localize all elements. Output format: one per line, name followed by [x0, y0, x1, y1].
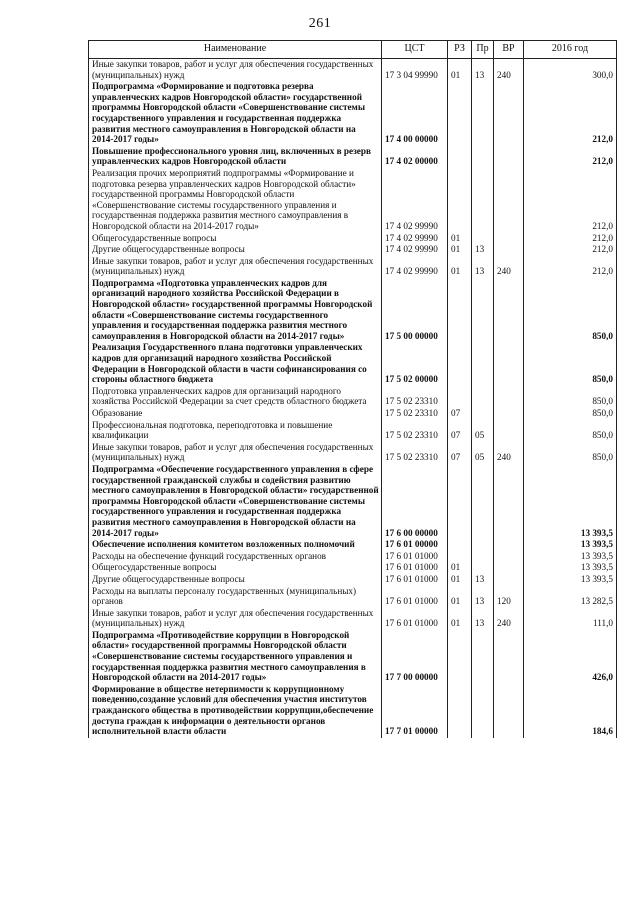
table-row — [89, 81, 617, 146]
row-cst: 17 5 00 00000 — [382, 278, 448, 343]
row-value: 212,0 — [524, 168, 617, 233]
header-rz: РЗ — [448, 41, 472, 59]
table-row — [89, 442, 617, 464]
row-name: Подпрограмма «Подготовка управленческих кадров для организаций народного хозяйства Российской Федерации в Новгородской области» государственной программы Новгородской области «Совершенствование системы государственного управления и государственная поддержка развития местного самоуправления в Новгородской области на 2014-2017 годы» — [89, 278, 382, 343]
row-value: 184,6 — [524, 684, 617, 738]
row-vr — [494, 386, 524, 408]
row-rz — [448, 278, 472, 343]
table-row — [89, 684, 617, 738]
row-cst: 17 5 02 00000 — [382, 342, 448, 385]
row-name: Другие общегосударственные вопросы — [89, 574, 382, 586]
row-cst: 17 5 02 23310 — [382, 386, 448, 408]
row-vr: 240 — [494, 256, 524, 278]
row-name: Общегосударственные вопросы — [89, 233, 382, 245]
row-vr — [494, 233, 524, 245]
row-cst: 17 4 00 00000 — [382, 81, 448, 146]
row-rz: 01 — [448, 608, 472, 630]
row-rz — [448, 168, 472, 233]
row-value: 212,0 — [524, 81, 617, 146]
table-row — [89, 408, 617, 420]
row-cst: 17 6 01 01000 — [382, 586, 448, 608]
row-pr — [472, 168, 494, 233]
row-pr: 13 — [472, 586, 494, 608]
row-cst: 17 6 00 00000 — [382, 464, 448, 539]
row-pr — [472, 233, 494, 245]
row-value: 850,0 — [524, 386, 617, 408]
row-value: 850,0 — [524, 442, 617, 464]
row-vr — [494, 562, 524, 574]
row-cst: 17 6 01 01000 — [382, 551, 448, 563]
table-body — [89, 59, 617, 738]
row-vr — [494, 684, 524, 738]
row-pr: 13 — [472, 574, 494, 586]
row-vr — [494, 81, 524, 146]
row-rz — [448, 630, 472, 684]
table-row — [89, 244, 617, 256]
table-row — [89, 586, 617, 608]
row-pr: 05 — [472, 420, 494, 442]
row-pr — [472, 278, 494, 343]
row-value: 850,0 — [524, 342, 617, 385]
row-value: 13 393,5 — [524, 539, 617, 551]
row-rz: 01 — [448, 562, 472, 574]
row-cst: 17 6 01 01000 — [382, 574, 448, 586]
table-row — [89, 574, 617, 586]
row-name: Другие общегосударственные вопросы — [89, 244, 382, 256]
row-rz: 07 — [448, 408, 472, 420]
row-name: Повышение профессионального уровня лиц, включенных в резерв управленческих кадров Новгородской области — [89, 146, 382, 168]
row-cst: 17 5 02 23310 — [382, 408, 448, 420]
table-row — [89, 630, 617, 684]
row-cst: 17 6 01 01000 — [382, 608, 448, 630]
row-vr — [494, 551, 524, 563]
row-pr: 13 — [472, 59, 494, 82]
row-vr: 120 — [494, 586, 524, 608]
row-rz: 01 — [448, 233, 472, 245]
row-pr — [472, 408, 494, 420]
row-pr — [472, 386, 494, 408]
row-vr: 240 — [494, 59, 524, 82]
row-name: Подпрограмма «Противодействие коррупции в Новгородской области» государственной программы Новгородской области «Совершенствование системы государственного управления и государственная поддержка развития местного самоуправления в Новгородской области на 2014-2017 годы» — [89, 630, 382, 684]
table-row — [89, 551, 617, 563]
row-value: 13 282,5 — [524, 586, 617, 608]
page-number: 261 — [308, 16, 332, 31]
table-row — [89, 146, 617, 168]
row-cst: 17 7 01 00000 — [382, 684, 448, 738]
row-rz — [448, 539, 472, 551]
row-cst: 17 6 01 00000 — [382, 539, 448, 551]
header-vr: ВР — [494, 41, 524, 59]
table-row — [89, 168, 617, 233]
row-rz: 01 — [448, 59, 472, 82]
table-row — [89, 59, 617, 82]
row-rz — [448, 81, 472, 146]
table-row — [89, 539, 617, 551]
row-pr — [472, 342, 494, 385]
row-vr: 240 — [494, 442, 524, 464]
row-pr: 13 — [472, 608, 494, 630]
header-pr: Пр — [472, 41, 494, 59]
row-value: 300,0 — [524, 59, 617, 82]
table-row — [89, 256, 617, 278]
row-name: Иные закупки товаров, работ и услуг для обеспечения государственных (муниципальных) нужд — [89, 608, 382, 630]
row-value: 212,0 — [524, 244, 617, 256]
row-rz: 01 — [448, 256, 472, 278]
table-row — [89, 342, 617, 385]
row-value: 850,0 — [524, 408, 617, 420]
row-name: Подготовка управленческих кадров для организаций народного хозяйства Российской Федерации за счет средств областного бюджета — [89, 386, 382, 408]
row-rz: 07 — [448, 442, 472, 464]
row-vr — [494, 574, 524, 586]
row-pr — [472, 562, 494, 574]
row-name: Реализация прочих мероприятий подпрограммы «Формирование и подготовка резерва управленческих кадров Новгородской области» государственной программы Новгородской области «Совершенствование системы государственного управления и государственная поддержка развития местного самоуправления в Новгородской области на 2014-2017 годы» — [89, 168, 382, 233]
row-cst: 17 5 02 23310 — [382, 442, 448, 464]
row-name: Обеспечение исполнения комитетом возложенных полномочий — [89, 539, 382, 551]
row-pr — [472, 630, 494, 684]
row-vr — [494, 464, 524, 539]
row-vr — [494, 408, 524, 420]
row-name: Расходы на выплаты персоналу государственных (муниципальных) органов — [89, 586, 382, 608]
row-vr — [494, 420, 524, 442]
row-rz — [448, 551, 472, 563]
row-rz: 01 — [448, 574, 472, 586]
row-vr — [494, 539, 524, 551]
row-value: 850,0 — [524, 278, 617, 343]
row-cst: 17 7 00 00000 — [382, 630, 448, 684]
row-value: 212,0 — [524, 146, 617, 168]
row-vr — [494, 146, 524, 168]
row-rz — [448, 146, 472, 168]
budget-table — [88, 40, 617, 738]
table-row — [89, 233, 617, 245]
row-pr: 13 — [472, 244, 494, 256]
row-name: Расходы на обеспечение функций государственных органов — [89, 551, 382, 563]
row-vr — [494, 630, 524, 684]
row-name: Формирование в обществе нетерпимости к коррупционному поведению,создание условий для обеспечения участия институтов гражданского общества в противодействии коррупции,обеспечение доступа граждан к информации о деятельности органов исполнительной власти области — [89, 684, 382, 738]
row-rz — [448, 386, 472, 408]
row-cst: 17 3 04 99990 — [382, 59, 448, 82]
table-row — [89, 562, 617, 574]
row-pr — [472, 146, 494, 168]
row-rz: 01 — [448, 586, 472, 608]
row-vr — [494, 342, 524, 385]
row-cst: 17 5 02 23310 — [382, 420, 448, 442]
table-row — [89, 464, 617, 539]
row-value: 13 393,5 — [524, 574, 617, 586]
row-rz — [448, 684, 472, 738]
row-cst: 17 4 02 99990 — [382, 244, 448, 256]
row-value: 111,0 — [524, 608, 617, 630]
row-name: Профессиональная подготовка, переподготовка и повышение квалификации — [89, 420, 382, 442]
row-rz — [448, 342, 472, 385]
row-value: 13 393,5 — [524, 562, 617, 574]
row-pr: 13 — [472, 256, 494, 278]
row-value: 212,0 — [524, 233, 617, 245]
header-name: Наименование — [89, 41, 382, 59]
row-name: Реализация Государственного плана подготовки управленческих кадров для организаций народного хозяйства Российской Федерации в Новгородской области в части софинансирования со стороны областного бюджета — [89, 342, 382, 385]
row-vr — [494, 244, 524, 256]
row-name: Иные закупки товаров, работ и услуг для обеспечения государственных (муниципальных) нужд — [89, 256, 382, 278]
row-value: 212,0 — [524, 256, 617, 278]
row-cst: 17 4 02 99990 — [382, 168, 448, 233]
row-value: 426,0 — [524, 630, 617, 684]
row-pr — [472, 551, 494, 563]
row-pr: 05 — [472, 442, 494, 464]
row-cst: 17 4 02 99990 — [382, 256, 448, 278]
row-pr — [472, 539, 494, 551]
row-rz — [448, 464, 472, 539]
row-name: Иные закупки товаров, работ и услуг для обеспечения государственных (муниципальных) нужд — [89, 442, 382, 464]
row-cst: 17 4 02 00000 — [382, 146, 448, 168]
row-rz: 07 — [448, 420, 472, 442]
row-name: Подпрограмма «Обеспечение государственного управления в сфере государственной гражданской службы и содействия развитию местного самоуправления в Новгородской области» государственной программы Новгородской области «Совершенствование системы государственного управления и государственная поддержка развития местного самоуправления в Новгородской области на 2014-2017 годы» — [89, 464, 382, 539]
table-row — [89, 278, 617, 343]
row-value: 13 393,5 — [524, 464, 617, 539]
table-row — [89, 420, 617, 442]
header-year: 2016 год — [524, 41, 617, 59]
table-header-row — [89, 41, 617, 59]
row-rz: 01 — [448, 244, 472, 256]
row-name: Иные закупки товаров, работ и услуг для обеспечения государственных (муниципальных) нужд — [89, 59, 382, 82]
row-cst: 17 4 02 99990 — [382, 233, 448, 245]
row-value: 13 393,5 — [524, 551, 617, 563]
row-pr — [472, 464, 494, 539]
table-row — [89, 386, 617, 408]
row-vr — [494, 168, 524, 233]
row-value: 850,0 — [524, 420, 617, 442]
row-name: Образование — [89, 408, 382, 420]
row-pr — [472, 684, 494, 738]
row-name: Общегосударственные вопросы — [89, 562, 382, 574]
header-cst: ЦСТ — [382, 41, 448, 59]
row-vr — [494, 278, 524, 343]
row-name: Подпрограмма «Формирование и подготовка резерва управленческих кадров Новгородской области» государственной программы Новгородской области «Совершенствование системы государственного управления и государственная поддержка развития местного самоуправления в Новгородской области на 2014-2017 годы» — [89, 81, 382, 146]
row-pr — [472, 81, 494, 146]
row-cst: 17 6 01 01000 — [382, 562, 448, 574]
row-vr: 240 — [494, 608, 524, 630]
table-row — [89, 608, 617, 630]
